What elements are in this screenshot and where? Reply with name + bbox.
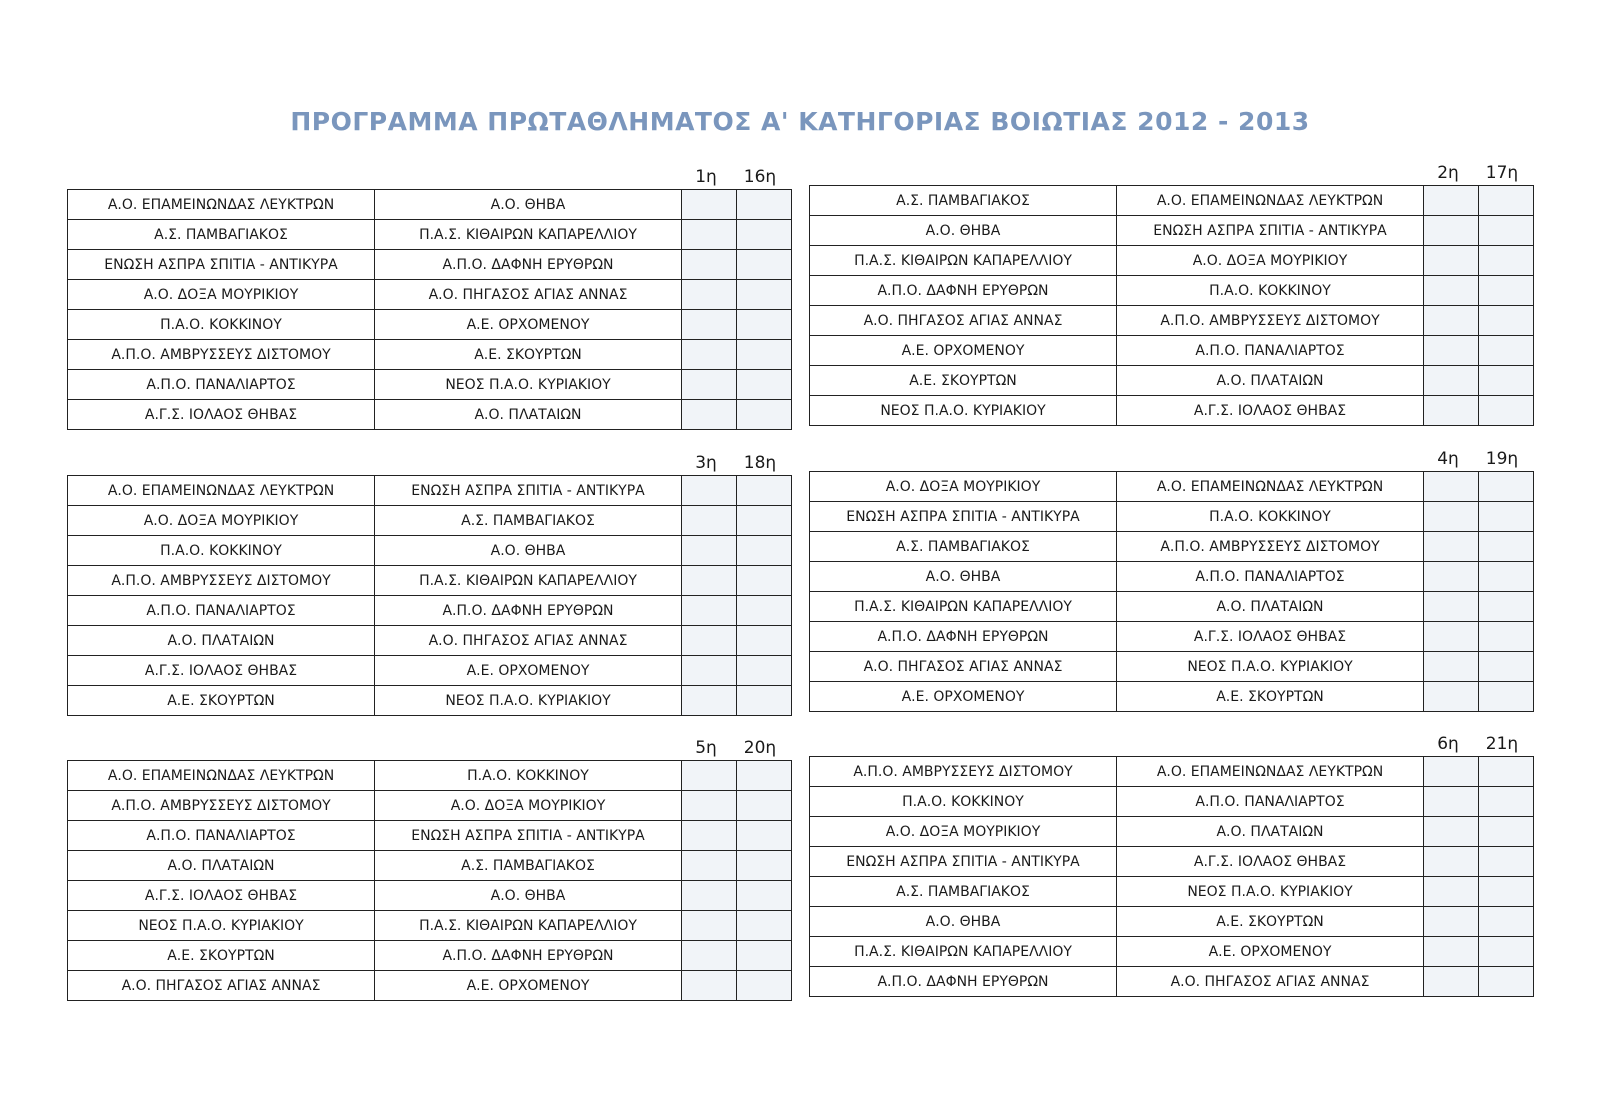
score-cell-second-leg [737,596,792,626]
away-team: Α.Ο. ΠΗΓΑΣΟΣ ΑΓΙΑΣ ΑΝΝΑΣ [375,280,682,310]
table-row [810,967,1534,997]
away-team: Α.Π.Ο. ΠΑΝΑΛΙΑΡΤΟΣ [1117,562,1424,592]
table-row [810,682,1534,712]
score-cell-first-leg [1424,532,1479,562]
away-team: Α.Ο. ΠΗΓΑΣΟΣ ΑΓΙΑΣ ΑΝΝΑΣ [375,626,682,656]
score-cell-first-leg [1424,622,1479,652]
away-team: Α.Ε. ΟΡΧΟΜΕΝΟΥ [375,310,682,340]
fixture-table [809,471,1534,712]
away-team: Α.Π.Ο. ΔΑΦΝΗ ΕΡΥΘΡΩΝ [375,596,682,626]
round-header [809,163,1531,185]
round-header [809,449,1531,471]
score-cell-first-leg [1424,877,1479,907]
fixture-table [67,760,792,1001]
home-team: Α.Ε. ΣΚΟΥΡΤΩΝ [68,941,375,971]
away-team: ΕΝΩΣΗ ΑΣΠΡΑ ΣΠΙΤΙΑ - ΑΝΤΙΚΥΡΑ [375,821,682,851]
table-row [68,821,792,851]
home-team: ΝΕΟΣ Π.Α.Ο. ΚΥΡΙΑΚΙΟΥ [68,911,375,941]
score-cell-second-leg [737,911,792,941]
score-cell-second-leg [1479,276,1534,306]
score-cell-first-leg [682,400,737,430]
table-row [810,562,1534,592]
fixture-table [67,189,792,430]
score-cell-first-leg [682,280,737,310]
away-team: Α.Π.Ο. ΔΑΦΝΗ ΕΡΥΘΡΩΝ [375,250,682,280]
home-team: Α.Σ. ΠΑΜΒΑΓΙΑΚΟΣ [810,877,1117,907]
score-cell-first-leg [1424,502,1479,532]
round-first-leg: 1η [695,167,717,187]
home-team: Α.Ο. ΠΗΓΑΣΟΣ ΑΓΙΑΣ ΑΝΝΑΣ [810,306,1117,336]
score-cell-first-leg [682,791,737,821]
fixture-block [809,734,1531,997]
score-cell-second-leg [1479,877,1534,907]
score-cell-second-leg [737,220,792,250]
table-row [68,250,792,280]
home-team: Α.Ο. ΔΟΞΑ ΜΟΥΡΙΚΙΟΥ [810,472,1117,502]
score-cell-first-leg [682,851,737,881]
away-team: ΕΝΩΣΗ ΑΣΠΡΑ ΣΠΙΤΙΑ - ΑΝΤΙΚΥΡΑ [375,476,682,506]
home-team: Α.Ο. ΔΟΞΑ ΜΟΥΡΙΚΙΟΥ [810,817,1117,847]
table-row [68,190,792,220]
score-cell-second-leg [737,791,792,821]
home-team: Α.Ε. ΣΚΟΥΡΤΩΝ [810,366,1117,396]
score-cell-first-leg [682,506,737,536]
score-cell-first-leg [1424,336,1479,366]
score-cell-second-leg [1479,562,1534,592]
home-team: Π.Α.Ο. ΚΟΚΚΙΝΟΥ [810,787,1117,817]
away-team: Α.Ε. ΣΚΟΥΡΤΩΝ [1117,907,1424,937]
home-team: Π.Α.Ο. ΚΟΚΚΙΝΟΥ [68,310,375,340]
fixture-block [67,167,789,430]
away-team: Α.Ο. ΔΟΞΑ ΜΟΥΡΙΚΙΟΥ [1117,246,1424,276]
score-cell-first-leg [682,911,737,941]
home-team: Α.Σ. ΠΑΜΒΑΓΙΑΚΟΣ [68,220,375,250]
home-team: Α.Γ.Σ. ΙΟΛΑΟΣ ΘΗΒΑΣ [68,881,375,911]
home-team: Α.Ο. ΔΟΞΑ ΜΟΥΡΙΚΙΟΥ [68,280,375,310]
round-second-leg: 21η [1485,734,1519,754]
away-team: Α.Ο. ΠΛΑΤΑΙΩΝ [1117,592,1424,622]
table-row [68,476,792,506]
score-cell-second-leg [1479,652,1534,682]
score-cell-first-leg [1424,216,1479,246]
away-team: Α.Ε. ΟΡΧΟΜΕΝΟΥ [375,971,682,1001]
score-cell-first-leg [682,686,737,716]
home-team: Α.Ο. ΕΠΑΜΕΙΝΩΝΔΑΣ ΛΕΥΚΤΡΩΝ [68,190,375,220]
home-team: ΝΕΟΣ Π.Α.Ο. ΚΥΡΙΑΚΙΟΥ [810,396,1117,426]
score-cell-second-leg [1479,967,1534,997]
table-row [810,622,1534,652]
away-team: Α.Ο. ΘΗΒΑ [375,190,682,220]
score-cell-second-leg [737,851,792,881]
home-team: Α.Ο. ΘΗΒΑ [810,216,1117,246]
score-cell-second-leg [737,370,792,400]
home-team: Α.Γ.Σ. ΙΟΛΑΟΣ ΘΗΒΑΣ [68,400,375,430]
score-cell-second-leg [737,971,792,1001]
score-cell-first-leg [682,881,737,911]
round-second-leg: 19η [1485,449,1519,469]
table-row [68,596,792,626]
home-team: Α.Π.Ο. ΠΑΝΑΛΙΑΡΤΟΣ [68,821,375,851]
table-row [810,937,1534,967]
table-row [810,877,1534,907]
score-cell-first-leg [1424,396,1479,426]
table-row [68,340,792,370]
score-cell-first-leg [682,626,737,656]
away-team: Α.Γ.Σ. ΙΟΛΑΟΣ ΘΗΒΑΣ [1117,396,1424,426]
away-team: Α.Π.Ο. ΑΜΒΡΥΣΣΕΥΣ ΔΙΣΤΟΜΟΥ [1117,532,1424,562]
round-second-leg: 20η [743,738,777,758]
round-first-leg: 3η [695,453,717,473]
score-cell-second-leg [737,310,792,340]
home-team: Α.Π.Ο. ΔΑΦΝΗ ΕΡΥΘΡΩΝ [810,276,1117,306]
home-team: ΕΝΩΣΗ ΑΣΠΡΑ ΣΠΙΤΙΑ - ΑΝΤΙΚΥΡΑ [68,250,375,280]
fixture-block [67,738,789,1001]
away-team: ΝΕΟΣ Π.Α.Ο. ΚΥΡΙΑΚΙΟΥ [375,370,682,400]
away-team: Π.Α.Ο. ΚΟΚΚΙΝΟΥ [375,761,682,791]
home-team: ΕΝΩΣΗ ΑΣΠΡΑ ΣΠΙΤΙΑ - ΑΝΤΙΚΥΡΑ [810,847,1117,877]
away-team: Α.Σ. ΠΑΜΒΑΓΙΑΚΟΣ [375,851,682,881]
score-cell-first-leg [1424,847,1479,877]
score-cell-first-leg [1424,682,1479,712]
score-cell-first-leg [682,941,737,971]
home-team: Α.Γ.Σ. ΙΟΛΑΟΣ ΘΗΒΑΣ [68,656,375,686]
score-cell-second-leg [737,476,792,506]
away-team: Α.Ο. ΕΠΑΜΕΙΝΩΝΔΑΣ ΛΕΥΚΤΡΩΝ [1117,757,1424,787]
score-cell-second-leg [737,881,792,911]
round-second-leg: 17η [1485,163,1519,183]
score-cell-first-leg [1424,246,1479,276]
score-cell-second-leg [1479,396,1534,426]
table-row [810,366,1534,396]
home-team: ΕΝΩΣΗ ΑΣΠΡΑ ΣΠΙΤΙΑ - ΑΝΤΙΚΥΡΑ [810,502,1117,532]
home-team: Α.Ο. ΠΗΓΑΣΟΣ ΑΓΙΑΣ ΑΝΝΑΣ [810,652,1117,682]
home-team: Α.Ο. ΕΠΑΜΕΙΝΩΝΔΑΣ ΛΕΥΚΤΡΩΝ [68,476,375,506]
home-team: Α.Π.Ο. ΑΜΒΡΥΣΣΕΥΣ ΔΙΣΤΟΜΟΥ [68,340,375,370]
round-first-leg: 6η [1437,734,1459,754]
table-row [810,532,1534,562]
away-team: ΝΕΟΣ Π.Α.Ο. ΚΥΡΙΑΚΙΟΥ [1117,877,1424,907]
score-cell-first-leg [1424,757,1479,787]
table-row [68,851,792,881]
score-cell-second-leg [1479,847,1534,877]
score-cell-second-leg [737,280,792,310]
away-team: Α.Ο. ΠΗΓΑΣΟΣ ΑΓΙΑΣ ΑΝΝΑΣ [1117,967,1424,997]
table-row [810,817,1534,847]
away-team: Α.Ο. ΕΠΑΜΕΙΝΩΝΔΑΣ ΛΕΥΚΤΡΩΝ [1117,186,1424,216]
score-cell-second-leg [1479,817,1534,847]
round-first-leg: 5η [695,738,717,758]
score-cell-first-leg [682,656,737,686]
score-cell-second-leg [1479,682,1534,712]
round-first-leg: 2η [1437,163,1459,183]
round-header [809,734,1531,756]
table-row [810,216,1534,246]
score-cell-second-leg [737,821,792,851]
away-team: Α.Ο. ΘΗΒΑ [375,881,682,911]
table-row [68,310,792,340]
score-cell-second-leg [1479,246,1534,276]
home-team: Π.Α.Σ. ΚΙΘΑΙΡΩΝ ΚΑΠΑΡΕΛΛΙΟΥ [810,246,1117,276]
home-team: Α.Ο. ΘΗΒΑ [810,907,1117,937]
round-header [67,738,789,760]
away-team: Π.Α.Ο. ΚΟΚΚΙΝΟΥ [1117,502,1424,532]
round-header [67,453,789,475]
score-cell-first-leg [682,971,737,1001]
score-cell-first-leg [1424,276,1479,306]
round-second-leg: 16η [743,167,777,187]
home-team: Π.Α.Σ. ΚΙΘΑΙΡΩΝ ΚΑΠΑΡΕΛΛΙΟΥ [810,592,1117,622]
score-cell-first-leg [1424,592,1479,622]
table-row [68,280,792,310]
home-team: Α.Π.Ο. ΔΑΦΝΗ ΕΡΥΘΡΩΝ [810,967,1117,997]
away-team: Α.Σ. ΠΑΜΒΑΓΙΑΚΟΣ [375,506,682,536]
score-cell-first-leg [682,220,737,250]
home-team: Α.Π.Ο. ΠΑΝΑΛΙΑΡΤΟΣ [68,596,375,626]
home-team: Α.Ο. ΔΟΞΑ ΜΟΥΡΙΚΙΟΥ [68,506,375,536]
away-team: Α.Ο. ΕΠΑΜΕΙΝΩΝΔΑΣ ΛΕΥΚΤΡΩΝ [1117,472,1424,502]
score-cell-first-leg [1424,562,1479,592]
table-row [68,761,792,791]
table-row [68,626,792,656]
away-team: Π.Α.Σ. ΚΙΘΑΙΡΩΝ ΚΑΠΑΡΕΛΛΙΟΥ [375,220,682,250]
home-team: Α.Ε. ΣΚΟΥΡΤΩΝ [68,686,375,716]
away-team: Π.Α.Σ. ΚΙΘΑΙΡΩΝ ΚΑΠΑΡΕΛΛΙΟΥ [375,566,682,596]
round-header [67,167,789,189]
score-cell-second-leg [737,536,792,566]
score-cell-first-leg [682,370,737,400]
score-cell-first-leg [682,310,737,340]
score-cell-second-leg [1479,907,1534,937]
away-team: Α.Ε. ΟΡΧΟΜΕΝΟΥ [375,656,682,686]
away-team: Α.Ο. ΠΛΑΤΑΙΩΝ [375,400,682,430]
fixture-table [809,185,1534,426]
away-team: Α.Π.Ο. ΠΑΝΑΛΙΑΡΤΟΣ [1117,336,1424,366]
away-team: Α.Π.Ο. ΠΑΝΑΛΙΑΡΤΟΣ [1117,787,1424,817]
score-cell-second-leg [1479,216,1534,246]
round-second-leg: 18η [743,453,777,473]
score-cell-first-leg [1424,306,1479,336]
home-team: Α.Ε. ΟΡΧΟΜΕΝΟΥ [810,336,1117,366]
away-team: Α.Ο. ΠΛΑΤΑΙΩΝ [1117,817,1424,847]
table-row [810,472,1534,502]
round-first-leg: 4η [1437,449,1459,469]
score-cell-second-leg [737,566,792,596]
table-row [810,396,1534,426]
score-cell-second-leg [1479,937,1534,967]
score-cell-second-leg [737,400,792,430]
score-cell-second-leg [737,506,792,536]
away-team: Α.Γ.Σ. ΙΟΛΑΟΣ ΘΗΒΑΣ [1117,847,1424,877]
score-cell-second-leg [1479,366,1534,396]
score-cell-second-leg [737,340,792,370]
away-team: Α.Ο. ΠΛΑΤΑΙΩΝ [1117,366,1424,396]
home-team: Α.Ο. ΠΛΑΤΑΙΩΝ [68,626,375,656]
score-cell-second-leg [737,250,792,280]
home-team: Α.Ο. ΠΗΓΑΣΟΣ ΑΓΙΑΣ ΑΝΝΑΣ [68,971,375,1001]
table-row [810,306,1534,336]
home-team: Α.Σ. ΠΑΜΒΑΓΙΑΚΟΣ [810,186,1117,216]
score-cell-first-leg [682,340,737,370]
fixture-block [809,449,1531,712]
home-team: Α.Π.Ο. ΑΜΒΡΥΣΣΕΥΣ ΔΙΣΤΟΜΟΥ [68,791,375,821]
table-row [68,911,792,941]
score-cell-second-leg [737,626,792,656]
score-cell-first-leg [682,821,737,851]
table-row [68,370,792,400]
table-row [810,907,1534,937]
score-cell-first-leg [1424,937,1479,967]
away-team: Π.Α.Ο. ΚΟΚΚΙΝΟΥ [1117,276,1424,306]
score-cell-second-leg [1479,306,1534,336]
score-cell-first-leg [1424,967,1479,997]
score-cell-second-leg [737,656,792,686]
score-cell-second-leg [1479,502,1534,532]
score-cell-second-leg [1479,622,1534,652]
score-cell-first-leg [682,190,737,220]
score-cell-first-leg [1424,186,1479,216]
table-row [810,847,1534,877]
away-team: ΝΕΟΣ Π.Α.Ο. ΚΥΡΙΑΚΙΟΥ [375,686,682,716]
score-cell-second-leg [737,941,792,971]
away-team: Α.Π.Ο. ΑΜΒΡΥΣΣΕΥΣ ΔΙΣΤΟΜΟΥ [1117,306,1424,336]
fixture-block [67,453,789,716]
table-row [68,656,792,686]
table-row [810,502,1534,532]
away-team: Α.Γ.Σ. ΙΟΛΑΟΣ ΘΗΒΑΣ [1117,622,1424,652]
table-row [68,536,792,566]
away-team: Π.Α.Σ. ΚΙΘΑΙΡΩΝ ΚΑΠΑΡΕΛΛΙΟΥ [375,911,682,941]
table-row [810,787,1534,817]
home-team: Α.Ο. ΕΠΑΜΕΙΝΩΝΔΑΣ ΛΕΥΚΤΡΩΝ [68,761,375,791]
table-row [810,186,1534,216]
score-cell-second-leg [1479,186,1534,216]
score-cell-first-leg [682,596,737,626]
home-team: Α.Σ. ΠΑΜΒΑΓΙΑΚΟΣ [810,532,1117,562]
away-team: Α.Ε. ΟΡΧΟΜΕΝΟΥ [1117,937,1424,967]
away-team: Α.Ε. ΣΚΟΥΡΤΩΝ [375,340,682,370]
table-row [68,566,792,596]
home-team: Α.Π.Ο. ΔΑΦΝΗ ΕΡΥΘΡΩΝ [810,622,1117,652]
table-row [68,506,792,536]
table-row [810,246,1534,276]
home-team: Π.Α.Σ. ΚΙΘΑΙΡΩΝ ΚΑΠΑΡΕΛΛΙΟΥ [810,937,1117,967]
score-cell-first-leg [1424,907,1479,937]
home-team: Α.Π.Ο. ΑΜΒΡΥΣΣΕΥΣ ΔΙΣΤΟΜΟΥ [68,566,375,596]
table-row [68,971,792,1001]
table-row [68,220,792,250]
table-row [68,941,792,971]
table-row [68,400,792,430]
fixture-block [809,163,1531,426]
score-cell-second-leg [1479,592,1534,622]
away-team: ΝΕΟΣ Π.Α.Ο. ΚΥΡΙΑΚΙΟΥ [1117,652,1424,682]
score-cell-second-leg [737,190,792,220]
home-team: Α.Ο. ΠΛΑΤΑΙΩΝ [68,851,375,881]
score-cell-second-leg [1479,532,1534,562]
fixture-table [67,475,792,716]
away-team: Α.Ε. ΣΚΟΥΡΤΩΝ [1117,682,1424,712]
table-row [810,336,1534,366]
score-cell-first-leg [682,761,737,791]
score-cell-first-leg [682,566,737,596]
score-cell-first-leg [1424,366,1479,396]
away-team: ΕΝΩΣΗ ΑΣΠΡΑ ΣΠΙΤΙΑ - ΑΝΤΙΚΥΡΑ [1117,216,1424,246]
score-cell-first-leg [682,476,737,506]
home-team: Α.Π.Ο. ΑΜΒΡΥΣΣΕΥΣ ΔΙΣΤΟΜΟΥ [810,757,1117,787]
table-row [810,757,1534,787]
table-row [68,881,792,911]
home-team: Α.Ε. ΟΡΧΟΜΕΝΟΥ [810,682,1117,712]
away-team: Α.Ο. ΘΗΒΑ [375,536,682,566]
home-team: Α.Π.Ο. ΠΑΝΑΛΙΑΡΤΟΣ [68,370,375,400]
score-cell-second-leg [737,761,792,791]
score-cell-second-leg [737,686,792,716]
table-row [810,592,1534,622]
table-row [68,791,792,821]
home-team: Α.Ο. ΘΗΒΑ [810,562,1117,592]
score-cell-first-leg [682,250,737,280]
score-cell-first-leg [1424,652,1479,682]
score-cell-first-leg [1424,787,1479,817]
score-cell-first-leg [1424,817,1479,847]
score-cell-first-leg [682,536,737,566]
table-row [810,276,1534,306]
home-team: Π.Α.Ο. ΚΟΚΚΙΝΟΥ [68,536,375,566]
away-team: Α.Ο. ΔΟΞΑ ΜΟΥΡΙΚΙΟΥ [375,791,682,821]
page-title: ΠΡΟΓΡΑΜΜΑ ΠΡΩΤΑΘΛΗΜΑΤΟΣ Α' ΚΑΤΗΓΟΡΙΑΣ ΒΟΙΩΤΙΑΣ 2012 - 2013 [290,107,1310,136]
score-cell-second-leg [1479,336,1534,366]
fixture-table [809,756,1534,997]
score-cell-first-leg [1424,472,1479,502]
score-cell-second-leg [1479,787,1534,817]
away-team: Α.Π.Ο. ΔΑΦΝΗ ΕΡΥΘΡΩΝ [375,941,682,971]
score-cell-second-leg [1479,472,1534,502]
score-cell-second-leg [1479,757,1534,787]
table-row [68,686,792,716]
table-row [810,652,1534,682]
